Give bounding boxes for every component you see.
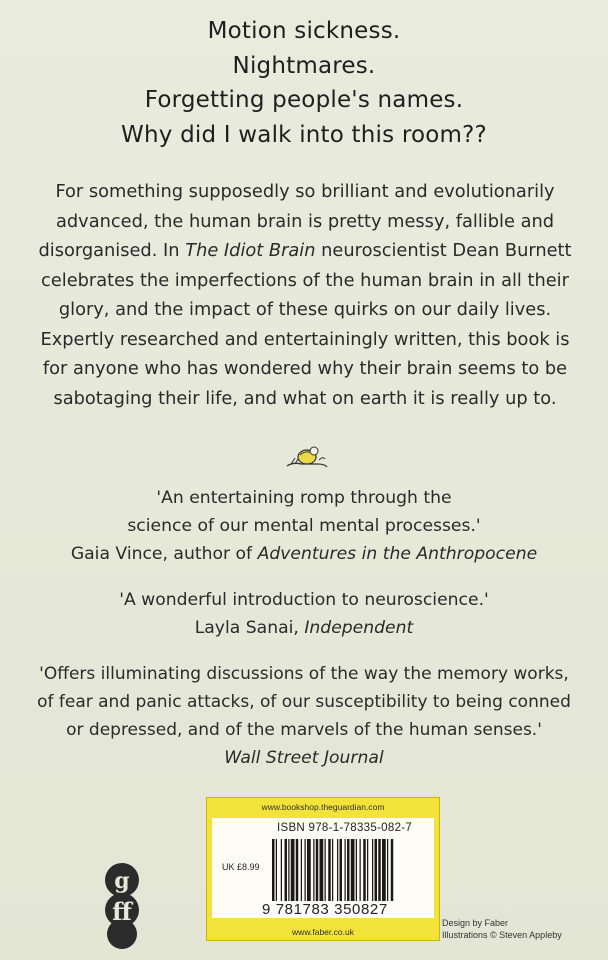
taglines	[0, 14, 608, 152]
barcode-icon	[272, 839, 430, 901]
quote-attribution	[0, 614, 608, 642]
tagline-2: Nightmares.	[232, 52, 376, 79]
review-quote-2	[0, 586, 608, 642]
blurb-line: sabotaging their life, and what on earth it is really up to.	[53, 387, 557, 409]
quote-attribution	[0, 744, 608, 772]
attribution-name: Gaia Vince, author of	[70, 544, 258, 564]
attribution-name: Layla Sanai,	[194, 618, 305, 638]
price-label: UK £8.99	[222, 862, 260, 872]
barcode-box	[206, 797, 440, 941]
blurb-line	[30, 236, 580, 266]
attribution-source: Independent	[304, 618, 414, 638]
attribution-source: Wall Street Journal	[224, 748, 384, 768]
faber-url: www.faber.co.uk	[292, 927, 354, 937]
blurb-line: advanced, the human brain is pretty messy, fallible and	[55, 210, 555, 232]
blurb-line: celebrates the imperfections of the human brain in all their	[41, 269, 569, 291]
guardian-bookshop-url: www.bookshop.theguardian.com	[261, 802, 385, 812]
gff-publisher-logo-icon	[100, 862, 144, 950]
blurb-line: For something supposedly so brilliant and evolutionarily	[55, 181, 555, 202]
quote-line: science of our mental mental processes.'	[127, 516, 481, 536]
tagline-1: Motion sickness.	[207, 18, 401, 44]
svg-text:g: g	[114, 868, 130, 894]
tagline-4: Why did I walk into this room??	[121, 121, 487, 148]
book-blurb	[30, 177, 580, 413]
blurb-line: glory, and the impact of these quirks on our daily lives.	[58, 299, 552, 320]
barcode-panel	[212, 818, 434, 918]
blurb-text: disorganised. In	[38, 240, 186, 261]
tagline-3: Forgetting people's names.	[144, 87, 464, 113]
brain-doodle-icon	[283, 442, 329, 472]
barcode-number: 9 781783 350827	[262, 901, 388, 918]
blurb-text: neuroscientist Dean Burnett	[315, 240, 572, 261]
quote-line: 'Offers illuminating discussions of the way the memory works,	[39, 664, 569, 684]
quote-line: 'A wonderful introduction to neuroscience.'	[119, 590, 489, 610]
blurb-line: Expertly researched and entertainingly written, this book is	[40, 328, 570, 350]
svg-text:ff: ff	[112, 897, 132, 926]
credit-design: Design by Faber	[442, 918, 509, 928]
blurb-line: for anyone who has wondered why their brain seems to be	[42, 358, 568, 379]
book-title: The Idiot Brain	[185, 240, 316, 261]
review-quote-1	[0, 484, 608, 568]
quote-line: of fear and panic attacks, of our susceptibility to being conned	[37, 692, 571, 712]
review-quote-3	[0, 660, 608, 772]
quote-attribution	[0, 540, 608, 568]
credit-illustrations: Illustrations © Steven Appleby	[442, 929, 562, 940]
quote-line: 'An entertaining romp through the	[156, 488, 452, 508]
isbn-label: ISBN 978-1-78335-082-7	[277, 822, 413, 834]
quote-line: or depressed, and of the marvels of the human senses.'	[66, 720, 542, 740]
credits	[442, 918, 562, 941]
attribution-source: Adventures in the Anthropocene	[257, 544, 538, 564]
